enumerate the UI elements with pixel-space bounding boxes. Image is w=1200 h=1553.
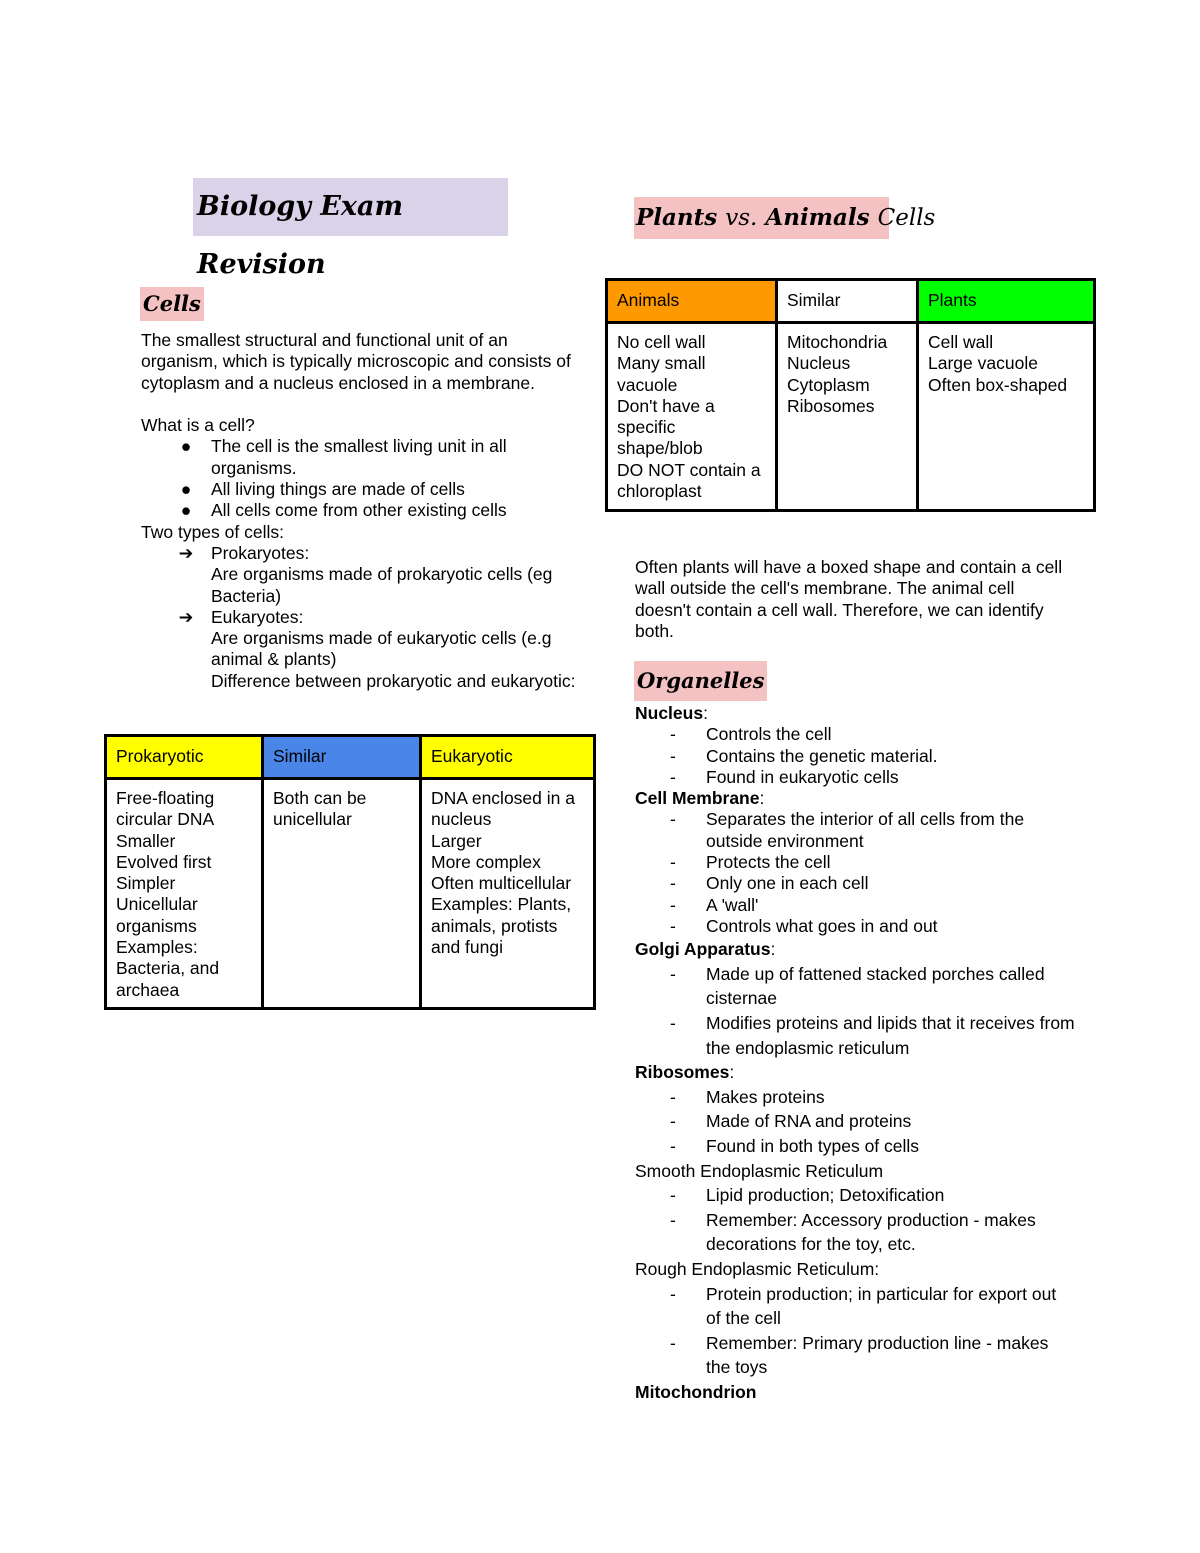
table-cell: Mitochondria Nucleus Cytoplasm Ribosomes [777,323,918,511]
table-header: Prokaryotic [106,736,263,779]
organelle-title: Rough Endoplasmic Reticulum: [635,1258,880,1279]
arrow-right-icon: ➔ [178,542,194,563]
list-item: - Contains the genetic material. [670,745,938,766]
heading-animals: Animals [765,204,870,231]
list-item: - Remember: Primary production line - makes the toys [670,1332,1049,1378]
organelle-points [635,809,1075,937]
organelle-title: Smooth Endoplasmic Reticulum [635,1160,884,1181]
bullet-dot-icon: ● [180,479,192,500]
list-item: - Controls the cell [670,724,832,745]
list-item: - Only one in each cell [670,873,869,894]
organelle-title: Golgi Apparatus: [635,939,776,960]
list-item: - Found in eukaryotic cells [670,766,899,787]
list-item: - A 'wall' [670,894,759,915]
list-item: ● All cells come from other existing cells [141,500,581,521]
cell-definition: The smallest structural and functional unit of an organism, which is typically microscopic and consists of cytoplasm and a nucleus enclosed in a membrane. [141,330,571,393]
table-header: Similar [263,736,421,779]
table-header: Plants [918,280,1095,323]
table-header: Animals [607,280,777,323]
list-item: - Makes proteins [670,1086,825,1107]
bullet-dot-icon: ● [180,500,192,521]
organelle-title: Cell Membrane: [635,788,765,809]
organelle-points [635,1282,1075,1380]
organelle-points [635,1183,1075,1257]
list-item: ● The cell is the smallest living unit in all organisms. [141,436,581,479]
table-cell: Cell wall Large vacuole Often box-shaped [918,323,1095,511]
list-item: - Found in both types of cells [670,1136,920,1157]
list-item: - Separates the interior of all cells from the outside environment [670,809,1025,851]
organelles-section [635,703,1075,1405]
list-item: - Lipid production; Detoxification [670,1185,945,1206]
table-cell: No cell wall Many small vacuole Don't have a specific shape/blob DO NOT contain a chloroplast [607,323,777,511]
table-cell: Both can be unicellular [263,779,421,1009]
organelle-points [635,724,1075,788]
organelle-title: Ribosomes: [635,1062,735,1083]
heading-cells: Cells [877,205,936,231]
cell-facts-list [141,436,581,521]
list-item: ➔ Prokaryotes: Are organisms made of prokaryotic cells (eg Bacteria) [141,543,581,607]
plants-animals-note: Often plants will have a boxed shape and contain a cell wall outside the cell's membrane. The animal cell doesn't contain a cell wall. Therefore, we can identify both. [635,557,1063,641]
prokaryotic-eukaryotic-table [104,734,596,1010]
list-item: - Protects the cell [670,852,831,873]
heading-plants: Plants [636,204,718,231]
table-cell: Free-floating circular DNA Smaller Evolved first Simpler Unicellular organisms Examples: Bacteria, and archaea [106,779,263,1009]
table-header: Similar [777,280,918,323]
list-item: - Protein production; in particular for export out of the cell [670,1283,1057,1329]
arrow-right-icon: ➔ [178,606,194,627]
heading-vs: vs. [725,205,758,231]
organelle-points [635,1085,1075,1159]
list-item: - Made of RNA and proteins [670,1111,912,1132]
cell-types-list [141,543,581,692]
cell-question: What is a cell? [141,415,255,436]
difference-intro: Difference between prokaryotic and eukaryotic: [211,670,576,691]
table-header: Eukaryotic [421,736,595,779]
organelle-points [635,962,1075,1060]
plants-vs-animals-table [605,278,1096,512]
list-item: ● All living things are made of cells [141,479,581,500]
document-title: Biology Exam Revision [193,178,508,236]
list-item: ➔ Eukaryotes: Are organisms made of eukaryotic cells (e.g animal & plants) Difference between prokaryotic and eukaryotic: [141,607,581,692]
list-item: - Remember: Accessory production - makes decorations for the toy, etc. [670,1209,1036,1255]
list-item: - Modifies proteins and lipids that it receives from the endoplasmic reticulum [670,1013,1075,1058]
cells-heading: Cells [140,287,204,321]
bullet-dot-icon: ● [180,436,192,457]
organelle-title: Nucleus: [635,703,708,723]
cells-section [141,330,581,692]
organelle-title: Mitochondrion [635,1381,757,1402]
organelles-heading: Organelles [634,661,767,701]
list-item: - Made up of fattened stacked porches called cisternae [670,963,1045,1009]
plants-vs-animals-heading [634,197,936,239]
list-item: - Controls what goes in and out [670,915,938,936]
types-intro: Two types of cells: [141,521,284,542]
table-cell: DNA enclosed in a nucleus Larger More complex Often multicellular Examples: Plants, animals, protists and fungi [421,779,595,1009]
